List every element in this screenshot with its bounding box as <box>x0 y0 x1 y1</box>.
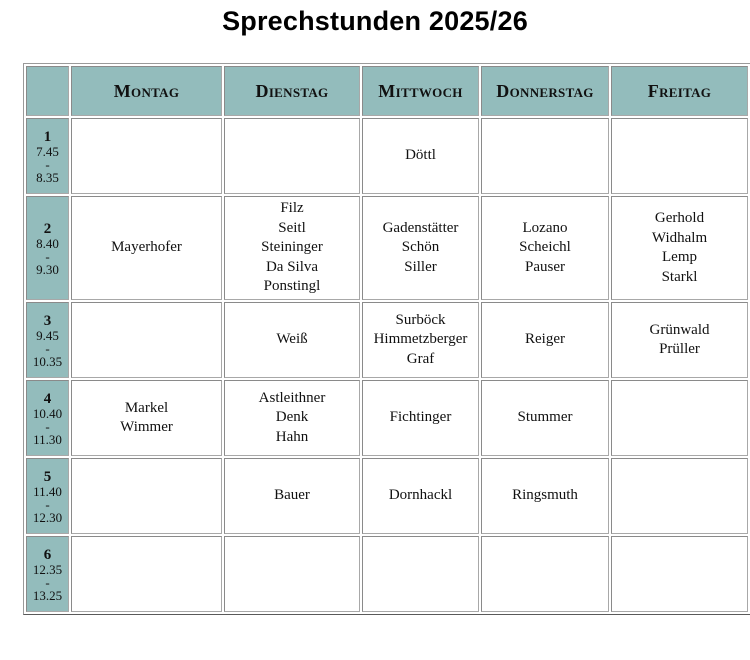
period-time-separator: - <box>45 574 50 590</box>
teacher-name: Lemp <box>662 249 697 265</box>
teacher-name: Mayerhofer <box>111 239 182 256</box>
period-number: 1 <box>43 128 52 145</box>
period-number: 5 <box>43 468 52 485</box>
teacher-name: Pauser <box>525 258 565 275</box>
teacher-name: Prüller <box>659 341 700 357</box>
slot-montag <box>71 458 222 534</box>
period-label <box>26 118 69 194</box>
slot-montag <box>71 118 222 194</box>
teacher-name: Weiß <box>276 331 308 348</box>
day-header-freitag: Freitag <box>611 66 748 116</box>
schedule-table <box>23 63 750 615</box>
teacher-name: Lozano <box>522 219 568 236</box>
teacher-name: Ringsmuth <box>512 487 578 504</box>
period-end-time: 13.25 <box>32 587 63 603</box>
teacher-name: Graf <box>406 350 435 367</box>
period-row <box>26 458 748 534</box>
teacher-name: Hahn <box>275 428 309 445</box>
day-header-dienstag: Dienstag <box>224 66 360 116</box>
teacher-name: Steininger <box>261 239 323 256</box>
slot-mittwoch <box>362 196 479 300</box>
slot-freitag <box>611 302 748 378</box>
slot-freitag <box>611 118 748 194</box>
slot-donnerstag <box>481 536 609 612</box>
period-label <box>26 458 69 534</box>
period-end-time: 8.35 <box>36 169 59 185</box>
period-number: 2 <box>43 220 52 237</box>
slot-montag <box>71 302 222 378</box>
period-time-separator: - <box>45 156 50 172</box>
period-label <box>26 536 69 612</box>
teacher-name: Astleithner <box>258 389 326 406</box>
teacher-name: Da Silva <box>265 258 319 275</box>
teacher-name: Surböck <box>395 311 446 328</box>
period-end-time: 9.30 <box>36 261 59 277</box>
teacher-name: Widhalm <box>651 229 708 246</box>
slot-mittwoch <box>362 458 479 534</box>
period-start-time: 9.45 <box>36 327 59 343</box>
period-end-time: 11.30 <box>33 431 62 447</box>
teacher-name: Gadenstätter <box>382 219 459 236</box>
period-number: 3 <box>43 312 52 329</box>
slot-dienstag <box>224 458 360 534</box>
teacher-name: Seitl <box>278 219 306 236</box>
teacher-name: Gerhold <box>654 210 705 226</box>
period-time-separator: - <box>45 340 50 356</box>
teacher-name: Markel <box>124 399 169 416</box>
page-title: Sprechstunden 2025/26 <box>222 6 528 36</box>
slot-montag <box>71 196 222 300</box>
teacher-name: Stummer <box>517 409 573 426</box>
period-time-separator: - <box>45 248 50 264</box>
slot-freitag <box>611 536 748 612</box>
teacher-name: Dornhackl <box>388 487 453 504</box>
teacher-name: Scheichl <box>519 239 571 256</box>
teacher-name: Fichtinger <box>389 409 452 426</box>
period-label <box>26 302 69 378</box>
period-row <box>26 196 748 300</box>
day-header-montag: Montag <box>71 66 222 116</box>
slot-dienstag <box>224 196 360 300</box>
slot-montag <box>71 380 222 456</box>
slot-donnerstag <box>481 380 609 456</box>
period-start-time: 12.35 <box>32 561 63 577</box>
teacher-name: Starkl <box>661 268 698 285</box>
slot-donnerstag <box>481 302 609 378</box>
teacher-name: Reiger <box>525 331 565 348</box>
teacher-name: Bauer <box>274 487 310 504</box>
slot-dienstag <box>224 302 360 378</box>
header-row <box>26 66 748 116</box>
teacher-name: Grünwald <box>649 321 710 338</box>
teacher-name: Schön <box>401 239 440 256</box>
teacher-name: Himmetzberger <box>373 331 468 348</box>
teacher-name: Ponstingl <box>263 278 321 295</box>
slot-freitag <box>611 196 748 300</box>
period-label <box>26 196 69 300</box>
slot-dienstag <box>224 118 360 194</box>
teacher-name: Filz <box>280 200 304 217</box>
period-start-time: 11.40 <box>33 483 62 499</box>
period-number: 6 <box>43 546 52 563</box>
period-number: 4 <box>43 390 52 407</box>
teacher-name: Denk <box>275 409 309 426</box>
day-header-mittwoch: Mittwoch <box>362 66 479 116</box>
slot-freitag <box>611 458 748 534</box>
period-row <box>26 536 748 612</box>
slot-montag <box>71 536 222 612</box>
slot-freitag <box>611 380 748 456</box>
period-row <box>26 380 748 456</box>
corner-cell <box>26 66 69 116</box>
teacher-name: Döttl <box>405 147 436 164</box>
period-start-time: 10.40 <box>32 405 63 421</box>
slot-dienstag <box>224 536 360 612</box>
period-row <box>26 118 748 194</box>
slot-dienstag <box>224 380 360 456</box>
slot-mittwoch <box>362 380 479 456</box>
slot-mittwoch <box>362 302 479 378</box>
period-time-separator: - <box>45 418 50 434</box>
slot-donnerstag <box>481 196 609 300</box>
teacher-name: Wimmer <box>120 419 173 435</box>
period-end-time: 12.30 <box>32 509 63 525</box>
period-start-time: 7.45 <box>36 143 59 159</box>
period-start-time: 8.40 <box>36 235 59 251</box>
period-end-time: 10.35 <box>32 353 63 369</box>
period-time-separator: - <box>45 496 50 512</box>
period-label <box>26 380 69 456</box>
slot-mittwoch <box>362 118 479 194</box>
period-row <box>26 302 748 378</box>
teacher-name: Siller <box>404 258 437 275</box>
day-header-donnerstag: Donnerstag <box>481 66 609 116</box>
slot-mittwoch <box>362 536 479 612</box>
slot-donnerstag <box>481 118 609 194</box>
slot-donnerstag <box>481 458 609 534</box>
